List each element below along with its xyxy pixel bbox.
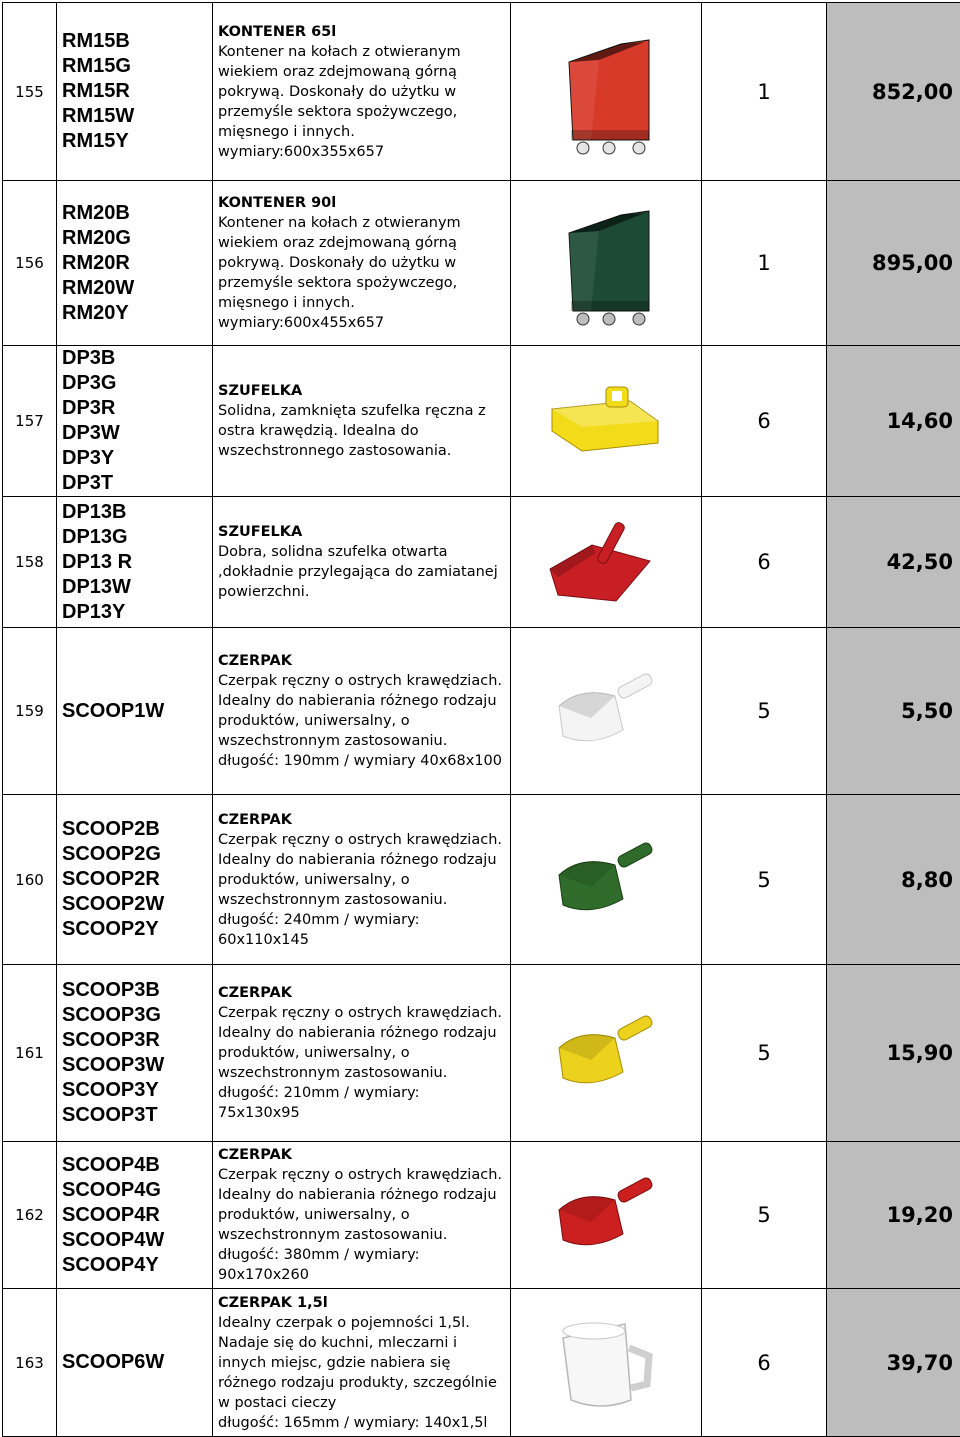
product-code: DP13B xyxy=(62,500,212,525)
product-code: SCOOP3B xyxy=(62,978,212,1003)
product-description xyxy=(213,1289,511,1437)
price: 19,20 xyxy=(827,1142,960,1289)
product-title: KONTENER 65l xyxy=(218,22,510,42)
product-image xyxy=(511,497,702,628)
product-title: SZUFELKA xyxy=(218,381,510,401)
quantity: 5 xyxy=(702,628,827,795)
product-code: DP3Y xyxy=(62,446,212,471)
description-line: ostra krawędzią. Idealna do xyxy=(218,421,510,441)
product-code: SCOOP1W xyxy=(62,699,212,724)
product-codes xyxy=(57,1142,213,1289)
quantity: 1 xyxy=(702,181,827,346)
product-image xyxy=(511,795,702,965)
description-line: mięsnego i innych. xyxy=(218,293,510,313)
product-code: SCOOP3R xyxy=(62,1028,212,1053)
product-code: RM15W xyxy=(62,104,212,129)
row-number: 163 xyxy=(3,1289,57,1437)
product-title: CZERPAK xyxy=(218,1145,510,1165)
description-line: produktów, uniwersalny, o xyxy=(218,711,510,731)
product-code: RM15B xyxy=(62,29,212,54)
description-line: Idealny do nabierania różnego rodzaju xyxy=(218,691,510,711)
price: 895,00 xyxy=(827,181,960,346)
row-number: 156 xyxy=(3,181,57,346)
table-row xyxy=(3,965,960,1142)
description-line: w postaci cieczy xyxy=(218,1393,510,1413)
product-codes xyxy=(57,1289,213,1437)
product-image xyxy=(511,628,702,795)
red-bin-icon xyxy=(511,22,701,162)
description-line: Kontener na kołach z otwieranym xyxy=(218,42,510,62)
product-codes xyxy=(57,628,213,795)
product-codes xyxy=(57,3,213,181)
description-line: Kontener na kołach z otwieranym xyxy=(218,213,510,233)
product-description xyxy=(213,3,511,181)
product-codes xyxy=(57,181,213,346)
product-code: DP13 R xyxy=(62,550,212,575)
description-line: Nadaje się do kuchni, mleczarni i xyxy=(218,1333,510,1353)
description-line: wszechstronnym zastosowaniu. xyxy=(218,1225,510,1245)
product-code: DP13Y xyxy=(62,600,212,625)
product-code: SCOOP6W xyxy=(62,1350,212,1375)
description-line: 60x110x145 xyxy=(218,930,510,950)
row-number: 161 xyxy=(3,965,57,1142)
price: 15,90 xyxy=(827,965,960,1142)
description-line: wiekiem oraz zdejmowaną górną xyxy=(218,62,510,82)
row-number: 162 xyxy=(3,1142,57,1289)
product-image xyxy=(511,1289,702,1437)
product-title: CZERPAK xyxy=(218,810,510,830)
description-line: długość: 210mm / wymiary: xyxy=(218,1083,510,1103)
product-title: KONTENER 90l xyxy=(218,193,510,213)
product-code: RM15G xyxy=(62,54,212,79)
product-title: CZERPAK 1,5l xyxy=(218,1293,510,1313)
product-code: SCOOP4G xyxy=(62,1178,212,1203)
product-image xyxy=(511,3,702,181)
product-description xyxy=(213,1142,511,1289)
price: 14,60 xyxy=(827,346,960,497)
product-image xyxy=(511,346,702,497)
quantity: 5 xyxy=(702,965,827,1142)
product-code: SCOOP3G xyxy=(62,1003,212,1028)
description-line: 75x130x95 xyxy=(218,1103,510,1123)
product-code: SCOOP2W xyxy=(62,892,212,917)
product-code: SCOOP2B xyxy=(62,817,212,842)
table-row xyxy=(3,795,960,965)
product-code: DP3B xyxy=(62,346,212,371)
description-line: produktów, uniwersalny, o xyxy=(218,870,510,890)
description-line: produktów, uniwersalny, o xyxy=(218,1043,510,1063)
quantity: 5 xyxy=(702,1142,827,1289)
description-line: Solidna, zamknięta szufelka ręczna z xyxy=(218,401,510,421)
product-description xyxy=(213,795,511,965)
quantity: 6 xyxy=(702,346,827,497)
product-code: RM20B xyxy=(62,201,212,226)
description-line: powierzchni. xyxy=(218,582,510,602)
red-dustpan-icon xyxy=(511,517,701,607)
product-code: SCOOP4R xyxy=(62,1203,212,1228)
product-code: SCOOP3T xyxy=(62,1103,212,1128)
product-codes xyxy=(57,346,213,497)
product-table xyxy=(2,2,960,1437)
description-line: wiekiem oraz zdejmowaną górną xyxy=(218,233,510,253)
product-image xyxy=(511,1142,702,1289)
description-line: wymiary:600x355x657 xyxy=(218,142,510,162)
price: 42,50 xyxy=(827,497,960,628)
price: 852,00 xyxy=(827,3,960,181)
product-codes xyxy=(57,497,213,628)
description-line: przemyśle sektora spożywczego, xyxy=(218,273,510,293)
product-code: SCOOP4W xyxy=(62,1228,212,1253)
price: 8,80 xyxy=(827,795,960,965)
product-description xyxy=(213,965,511,1142)
table-row xyxy=(3,1142,960,1289)
description-line: różnego rodzaju produkty, szczególnie xyxy=(218,1373,510,1393)
table-row xyxy=(3,628,960,795)
description-line: Idealny do nabierania różnego rodzaju xyxy=(218,1023,510,1043)
description-line: długość: 240mm / wymiary: xyxy=(218,910,510,930)
product-code: SCOOP3W xyxy=(62,1053,212,1078)
description-line: mięsnego i innych. xyxy=(218,122,510,142)
description-line: wszechstronnym zastosowaniu. xyxy=(218,731,510,751)
description-line: pokrywą. Doskonały do użytku w xyxy=(218,253,510,273)
product-code: DP3R xyxy=(62,396,212,421)
product-code: DP13W xyxy=(62,575,212,600)
product-code: DP3T xyxy=(62,471,212,496)
product-code: RM15Y xyxy=(62,129,212,154)
product-code: DP13G xyxy=(62,525,212,550)
product-code: SCOOP4B xyxy=(62,1153,212,1178)
table-row xyxy=(3,181,960,346)
product-description xyxy=(213,181,511,346)
description-line: długość: 190mm / wymiary 40x68x100 xyxy=(218,751,510,771)
row-number: 157 xyxy=(3,346,57,497)
product-code: DP3G xyxy=(62,371,212,396)
product-code: SCOOP2Y xyxy=(62,917,212,942)
description-line: wszechstronnym zastosowaniu. xyxy=(218,890,510,910)
product-code: SCOOP2R xyxy=(62,867,212,892)
product-title: CZERPAK xyxy=(218,651,510,671)
green-bin-icon xyxy=(511,193,701,333)
description-line: wszechstronnym zastosowaniu. xyxy=(218,1063,510,1083)
table-row xyxy=(3,497,960,628)
table-row xyxy=(3,346,960,497)
product-code: SCOOP2G xyxy=(62,842,212,867)
description-line: pokrywą. Doskonały do użytku w xyxy=(218,82,510,102)
description-line: Idealny do nabierania różnego rodzaju xyxy=(218,1185,510,1205)
red-scoop-icon xyxy=(511,1170,701,1260)
product-code: SCOOP3Y xyxy=(62,1078,212,1103)
product-code: RM15R xyxy=(62,79,212,104)
product-title: CZERPAK xyxy=(218,983,510,1003)
description-line: długość: 380mm / wymiary: xyxy=(218,1245,510,1265)
green-scoop-icon xyxy=(511,835,701,925)
product-code: RM20R xyxy=(62,251,212,276)
product-code: DP3W xyxy=(62,421,212,446)
description-line: przemyśle sektora spożywczego, xyxy=(218,102,510,122)
price: 39,70 xyxy=(827,1289,960,1437)
quantity: 5 xyxy=(702,795,827,965)
quantity: 6 xyxy=(702,1289,827,1437)
description-line: wszechstronnego zastosowania. xyxy=(218,441,510,461)
quantity: 6 xyxy=(702,497,827,628)
product-description xyxy=(213,346,511,497)
yellow-dustpan-icon xyxy=(511,381,701,461)
row-number: 155 xyxy=(3,3,57,181)
description-line: Czerpak ręczny o ostrych krawędziach. xyxy=(218,830,510,850)
row-number: 159 xyxy=(3,628,57,795)
description-line: 90x170x260 xyxy=(218,1265,510,1285)
row-number: 160 xyxy=(3,795,57,965)
description-line: ,dokładnie przylegająca do zamiatanej xyxy=(218,562,510,582)
description-line: Dobra, solidna szufelka otwarta xyxy=(218,542,510,562)
description-line: długość: 165mm / wymiary: 140x1,5l xyxy=(218,1413,510,1433)
row-number: 158 xyxy=(3,497,57,628)
product-codes xyxy=(57,965,213,1142)
product-code: RM20W xyxy=(62,276,212,301)
description-line: Idealny do nabierania różnego rodzaju xyxy=(218,850,510,870)
product-image xyxy=(511,181,702,346)
product-codes xyxy=(57,795,213,965)
table-row xyxy=(3,1289,960,1437)
price: 5,50 xyxy=(827,628,960,795)
product-image xyxy=(511,965,702,1142)
product-code: SCOOP4Y xyxy=(62,1253,212,1278)
product-code: RM20G xyxy=(62,226,212,251)
description-line: Czerpak ręczny o ostrych krawędziach. xyxy=(218,1165,510,1185)
yellow-scoop-icon xyxy=(511,1008,701,1098)
product-title: SZUFELKA xyxy=(218,522,510,542)
product-code: RM20Y xyxy=(62,301,212,326)
quantity: 1 xyxy=(702,3,827,181)
description-line: Czerpak ręczny o ostrych krawędziach. xyxy=(218,1003,510,1023)
product-description xyxy=(213,497,511,628)
description-line: produktów, uniwersalny, o xyxy=(218,1205,510,1225)
description-line: innych miejsc, gdzie nabiera się xyxy=(218,1353,510,1373)
white-scoop-icon xyxy=(511,666,701,756)
table-row xyxy=(3,3,960,181)
description-line: Idealny czerpak o pojemności 1,5l. xyxy=(218,1313,510,1333)
description-line: wymiary:600x455x657 xyxy=(218,313,510,333)
description-line: Czerpak ręczny o ostrych krawędziach. xyxy=(218,671,510,691)
white-jug-scoop-icon xyxy=(511,1308,701,1418)
product-description xyxy=(213,628,511,795)
